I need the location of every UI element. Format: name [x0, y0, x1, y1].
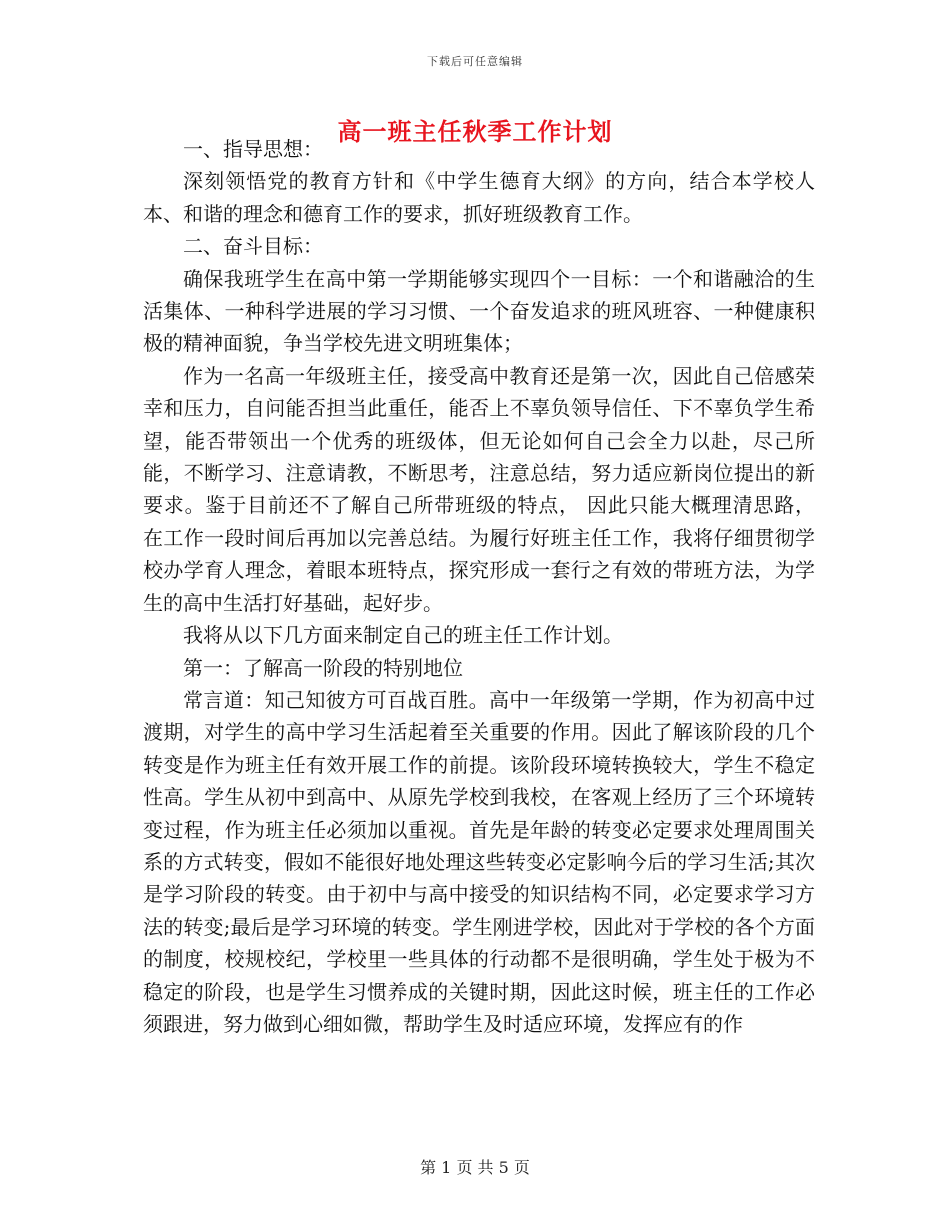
paragraph: 确保我班学生在高中第一学期能够实现四个一目标：一个和谐融洽的生活集体、一种科学进展的学习习惯、一个奋发追求的班风班容、一种健康积极的精神面貌，争当学校先进文明班集体；: [143, 266, 815, 356]
document-title: 高一班主任秋季工作计划: [337, 117, 613, 146]
section-heading: 二、奋斗目标：: [183, 234, 323, 259]
document-body: [143, 133, 815, 1040]
paragraph: 作为一名高一年级班主任，接受高中教育还是第一次，因此自己倍感荣幸和压力，自问能否担当此重任，能否上不辜负领导信任、下不辜负学生希望，能否带领出一个优秀的班级体，但无论如何自己会全力以赴，尽己所能，不断学习、注意请教，不断思考，注意总结，努力适应新岗位提出的新要求。鉴于目前还不了解自己所带班级的特点， 因此只能大概理清思路， 在工作一段时间后再加以完善总结。为履行好班主任工作，我将仔细贯彻学校办学育人理念，着眼本班特点，探究形成一套行之有效的带班方法，为学生的高中生活打好基础，起好步。: [143, 363, 815, 615]
section-heading: 一、指导思想：: [183, 137, 323, 161]
section-heading: 第一：了解高一阶段的特别地位: [183, 655, 463, 680]
paragraph: 我将从以下几方面来制定自己的班主任工作计划。: [183, 623, 623, 648]
paragraph: 常言道：知己知彼方可百战百胜。高中一年级第一学期，作为初高中过渡期，对学生的高中学习生活起着至关重要的作用。因此了解该阶段的几个转变是作为班主任有效开展工作的前提。该阶段环境转换较大，学生不稳定性高。学生从初中到高中、从原先学校到我校，在客观上经历了三个环境转变过程，作为班主任必须加以重视。首先是年龄的转变必定要求处理周围关系的方式转变，假如不能很好地处理这些转变必定影响今后的学习生活;其次是学习阶段的转变。由于初中与高中接受的知识结构不同，必定要求学习方法的转变;最后是学习环境的转变。学生刚进学校，因此对于学校的各个方面的制度，校规校纪，学校里一些具体的行动都不是很明确，学生处于极为不稳定的阶段，也是学生习惯养成的关键时期，因此这时候，班主任的工作必须跟进，努力做到心细如微，帮助学生及时适应环境，发挥应有的作: [143, 687, 815, 1036]
paragraph: 深刻领悟党的教育方针和《中学生德育大纲》的方向，结合本学校人本、和谐的理念和德育工作的要求，抓好班级教育工作。: [143, 169, 815, 226]
header-note: 下载后可任意编辑: [427, 55, 523, 68]
page-footer: 第 1 页 共 5 页: [420, 1158, 530, 1177]
